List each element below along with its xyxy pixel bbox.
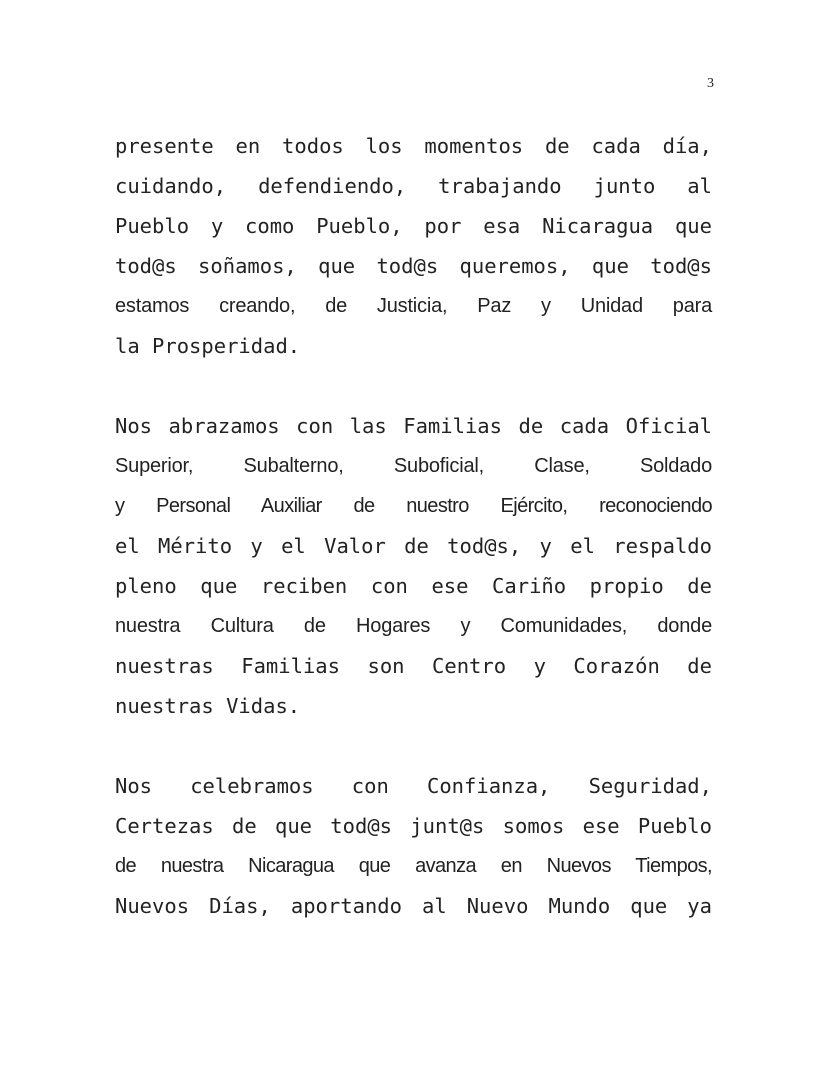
text-line: Nuevos Días, aportando al Nuevo Mundo que ya xyxy=(115,894,712,918)
text-line: nuestras Familias son Centro y Corazón de xyxy=(115,654,712,678)
text-line: el Mérito y el Valor de tod@s, y el respaldo xyxy=(115,534,712,558)
paragraph-2 xyxy=(115,406,712,726)
text-line: y Personal Auxiliar de nuestro Ejército, reconociendo xyxy=(115,495,712,517)
text-line: nuestras Vidas. xyxy=(115,694,301,718)
text-line: presente en todos los momentos de cada día, xyxy=(115,134,712,158)
paragraph-1 xyxy=(115,126,712,366)
page-number: 3 xyxy=(707,76,714,91)
text-line: Certezas de que tod@s junt@s somos ese Pueblo xyxy=(115,814,712,838)
text-line: Superior, Subalterno, Suboficial, Clase, Soldado xyxy=(115,455,712,477)
text-line: Nos abrazamos con las Familias de cada Oficial xyxy=(115,414,712,438)
text-line: Pueblo y como Pueblo, por esa Nicaragua que xyxy=(115,214,712,238)
paragraph-3 xyxy=(115,766,712,926)
text-line: cuidando, defendiendo, trabajando junto al xyxy=(115,174,712,198)
text-line: la Prosperidad. xyxy=(115,334,301,358)
text-line: Nos celebramos con Confianza, Seguridad, xyxy=(115,774,712,798)
text-line: nuestra Cultura de Hogares y Comunidades, donde xyxy=(115,615,712,637)
document-body xyxy=(115,126,712,966)
text-line: de nuestra Nicaragua que avanza en Nuevos Tiempos, xyxy=(115,855,712,877)
text-line: estamos creando, de Justicia, Paz y Unidad para xyxy=(115,295,712,317)
text-line: pleno que reciben con ese Cariño propio de xyxy=(115,574,712,598)
text-line: tod@s soñamos, que tod@s queremos, que tod@s xyxy=(115,254,712,278)
